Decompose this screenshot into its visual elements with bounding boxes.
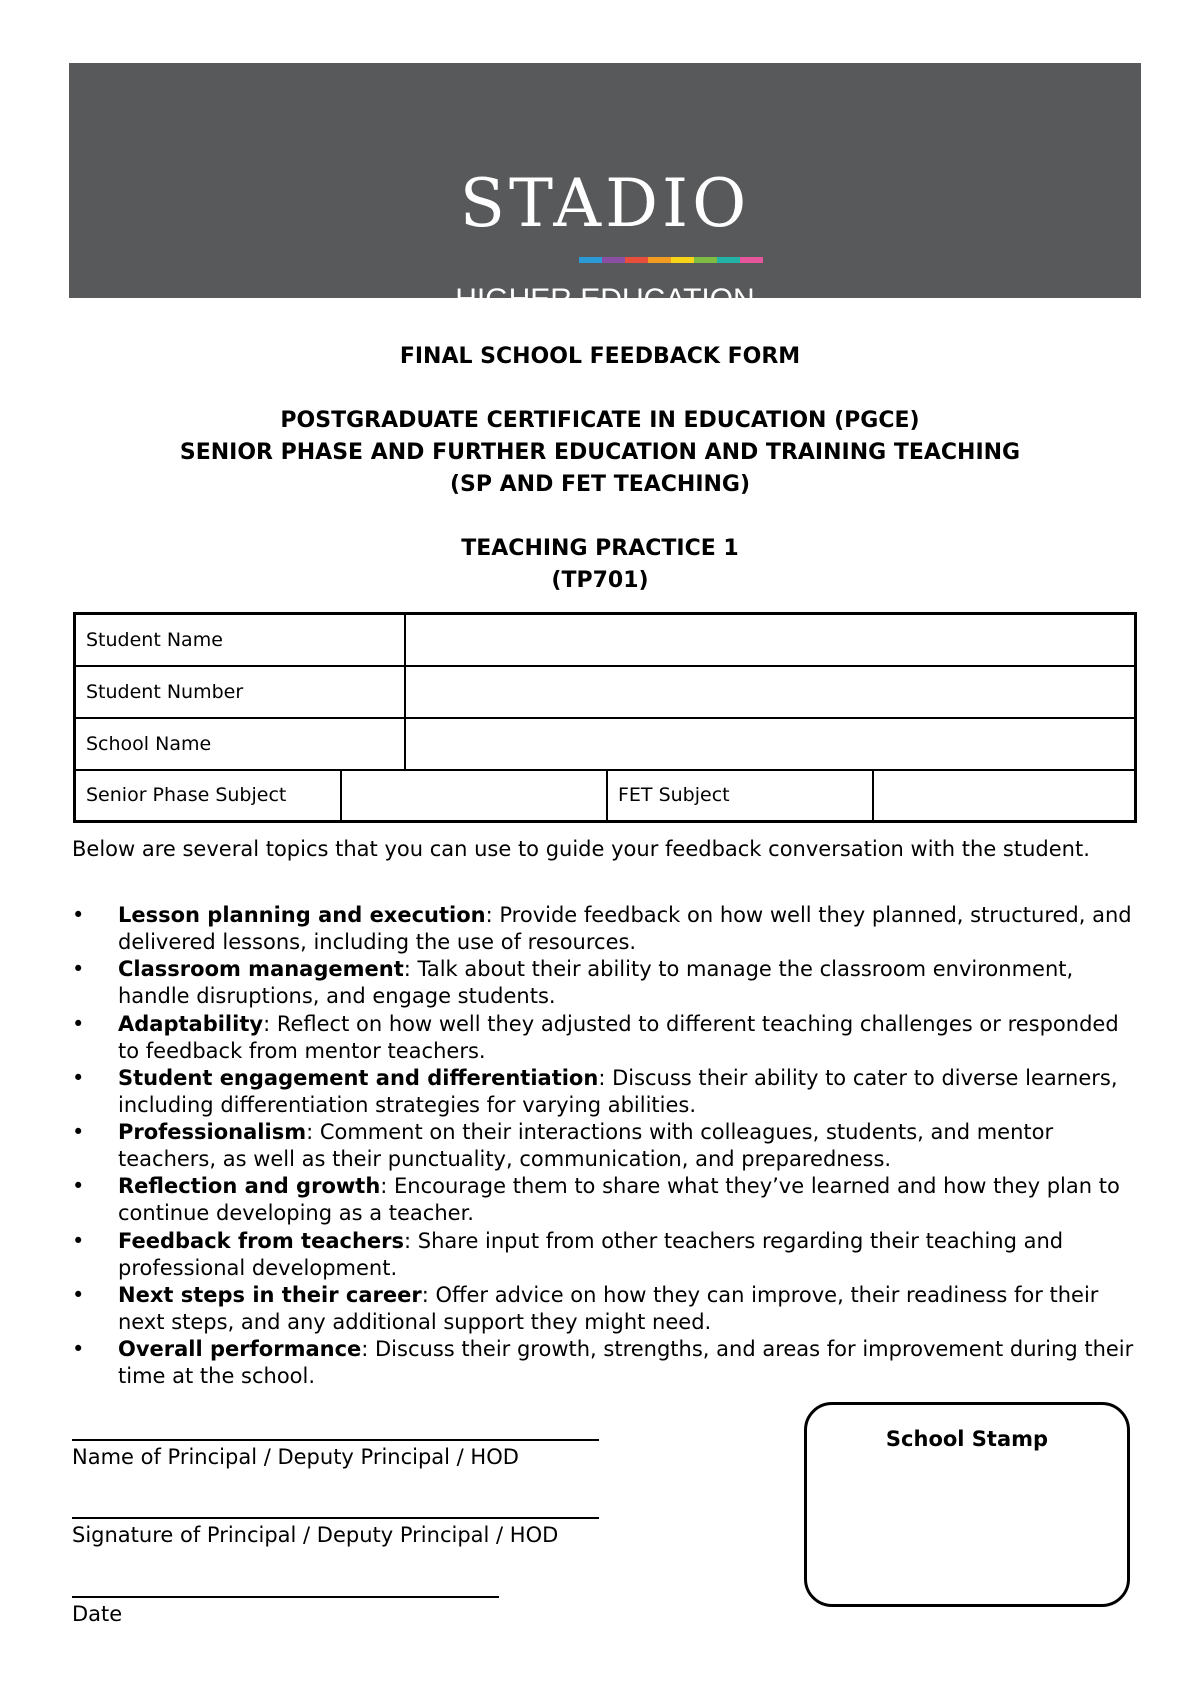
principal-name-label: Name of Principal / Deputy Principal / HOD	[72, 1445, 519, 1469]
topic-text: : Discuss their ability to cater to diverse learners, including differentiation strategies for varying abilities.	[118, 1065, 1118, 1117]
stripe-segment	[694, 257, 717, 263]
fet-subject-field[interactable]	[874, 771, 1134, 820]
bullet-icon: •	[72, 1283, 85, 1308]
student-number-label: Student Number	[76, 667, 406, 717]
topic-title: Adaptability	[118, 1011, 264, 1036]
program-title-line-3: (SP AND FET TEACHING)	[449, 472, 751, 497]
topic-text: : Provide feedback on how well they planned, structured, and delivered lessons, including the use of resources.	[118, 903, 1132, 954]
feedback-topics-list	[72, 902, 1142, 1391]
list-item	[72, 1065, 1142, 1119]
practice-title-line-2: (TP701)	[551, 568, 649, 593]
list-item	[72, 1336, 1142, 1390]
stripe-segment	[648, 257, 671, 263]
stripe-segment	[625, 257, 648, 263]
stripe-segment	[671, 257, 694, 263]
senior-phase-subject-field[interactable]	[342, 771, 608, 820]
topic-text: : Comment on their interactions with colleagues, students, and mentor teachers, as well as their punctuality, communication, and preparedness.	[118, 1120, 1054, 1172]
stripe-segment	[579, 257, 602, 263]
logo-subtitle: HIGHER EDUCATION	[455, 283, 755, 316]
list-item	[72, 956, 1142, 1010]
student-name-label: Student Name	[76, 615, 406, 665]
stripe-segment	[602, 257, 625, 263]
bullet-icon: •	[72, 1011, 85, 1036]
list-item	[72, 1119, 1142, 1173]
stadio-logo-wordmark: STADIO	[459, 165, 751, 242]
program-title-line-1: POSTGRADUATE CERTIFICATE IN EDUCATION (PGCE)	[280, 408, 920, 433]
topic-text: : Offer advice on how they can improve, their readiness for their next steps, and any additional support they might need.	[118, 1283, 1099, 1335]
topic-title: Classroom management	[118, 957, 404, 982]
form-title: FINAL SCHOOL FEEDBACK FORM	[399, 344, 801, 369]
practice-title-line-1: TEACHING PRACTICE 1	[461, 536, 739, 561]
school-name-label: School Name	[76, 719, 406, 769]
topic-title: Lesson planning and execution	[118, 903, 486, 927]
bullet-icon: •	[72, 1337, 85, 1362]
principal-signature-label: Signature of Principal / Deputy Principal / HOD	[72, 1523, 559, 1547]
topic-title: Reflection and growth	[118, 1174, 381, 1199]
bullet-icon: •	[72, 1120, 85, 1145]
date-line[interactable]	[72, 1596, 499, 1598]
principal-name-line[interactable]	[72, 1439, 599, 1441]
topic-text: : Share input from other teachers regarding their teaching and professional development.	[118, 1228, 1064, 1280]
student-name-field[interactable]	[406, 615, 1134, 665]
subjects-row	[76, 771, 1134, 820]
school-name-row	[76, 719, 1134, 771]
stripe-segment	[740, 257, 763, 263]
senior-phase-subject-label: Senior Phase Subject	[76, 771, 342, 820]
list-item	[72, 1011, 1142, 1065]
topic-title: Next steps in their career	[118, 1283, 422, 1308]
intro-text: Below are several topics that you can use to guide your feedback conversation with the student.	[72, 837, 1090, 861]
topic-text: : Discuss their growth, strengths, and areas for improvement during their time at the school.	[118, 1337, 1134, 1389]
student-number-row	[76, 667, 1134, 719]
topic-title: Feedback from teachers	[118, 1228, 405, 1253]
list-item	[72, 1173, 1142, 1227]
logo-color-stripe	[579, 257, 763, 263]
bullet-icon: •	[72, 1174, 85, 1199]
date-label: Date	[72, 1602, 123, 1626]
list-item	[72, 1228, 1142, 1282]
bullet-icon: •	[72, 1065, 85, 1090]
school-name-field[interactable]	[406, 719, 1134, 769]
school-stamp-box	[804, 1402, 1130, 1607]
fet-subject-label: FET Subject	[608, 771, 874, 820]
topic-text: : Encourage them to share what they’ve learned and how they plan to continue developing as a teacher.	[118, 1174, 1120, 1226]
bullet-icon: •	[72, 957, 85, 982]
student-name-row	[76, 615, 1134, 667]
bullet-icon: •	[72, 1228, 85, 1253]
student-details-table	[73, 612, 1137, 823]
topic-title: Professionalism	[118, 1120, 307, 1145]
student-number-field[interactable]	[406, 667, 1134, 717]
topic-text: : Talk about their ability to manage the classroom environment, handle disruptions, and engage students.	[118, 957, 1074, 1009]
list-item	[72, 1282, 1142, 1336]
principal-signature-line[interactable]	[72, 1517, 599, 1519]
school-stamp-label: School Stamp	[885, 1427, 1049, 1451]
program-title-line-2: SENIOR PHASE AND FURTHER EDUCATION AND TRAINING TEACHING	[179, 440, 1021, 465]
stripe-segment	[717, 257, 740, 263]
list-item	[72, 902, 1142, 956]
topic-title: Overall performance	[118, 1337, 362, 1362]
topic-text: : Reflect on how well they adjusted to different teaching challenges or responded to feedback from mentor teachers.	[118, 1011, 1119, 1063]
header-banner	[69, 63, 1141, 316]
bullet-icon: •	[72, 903, 85, 927]
topic-title: Student engagement and differentiation	[118, 1065, 599, 1090]
